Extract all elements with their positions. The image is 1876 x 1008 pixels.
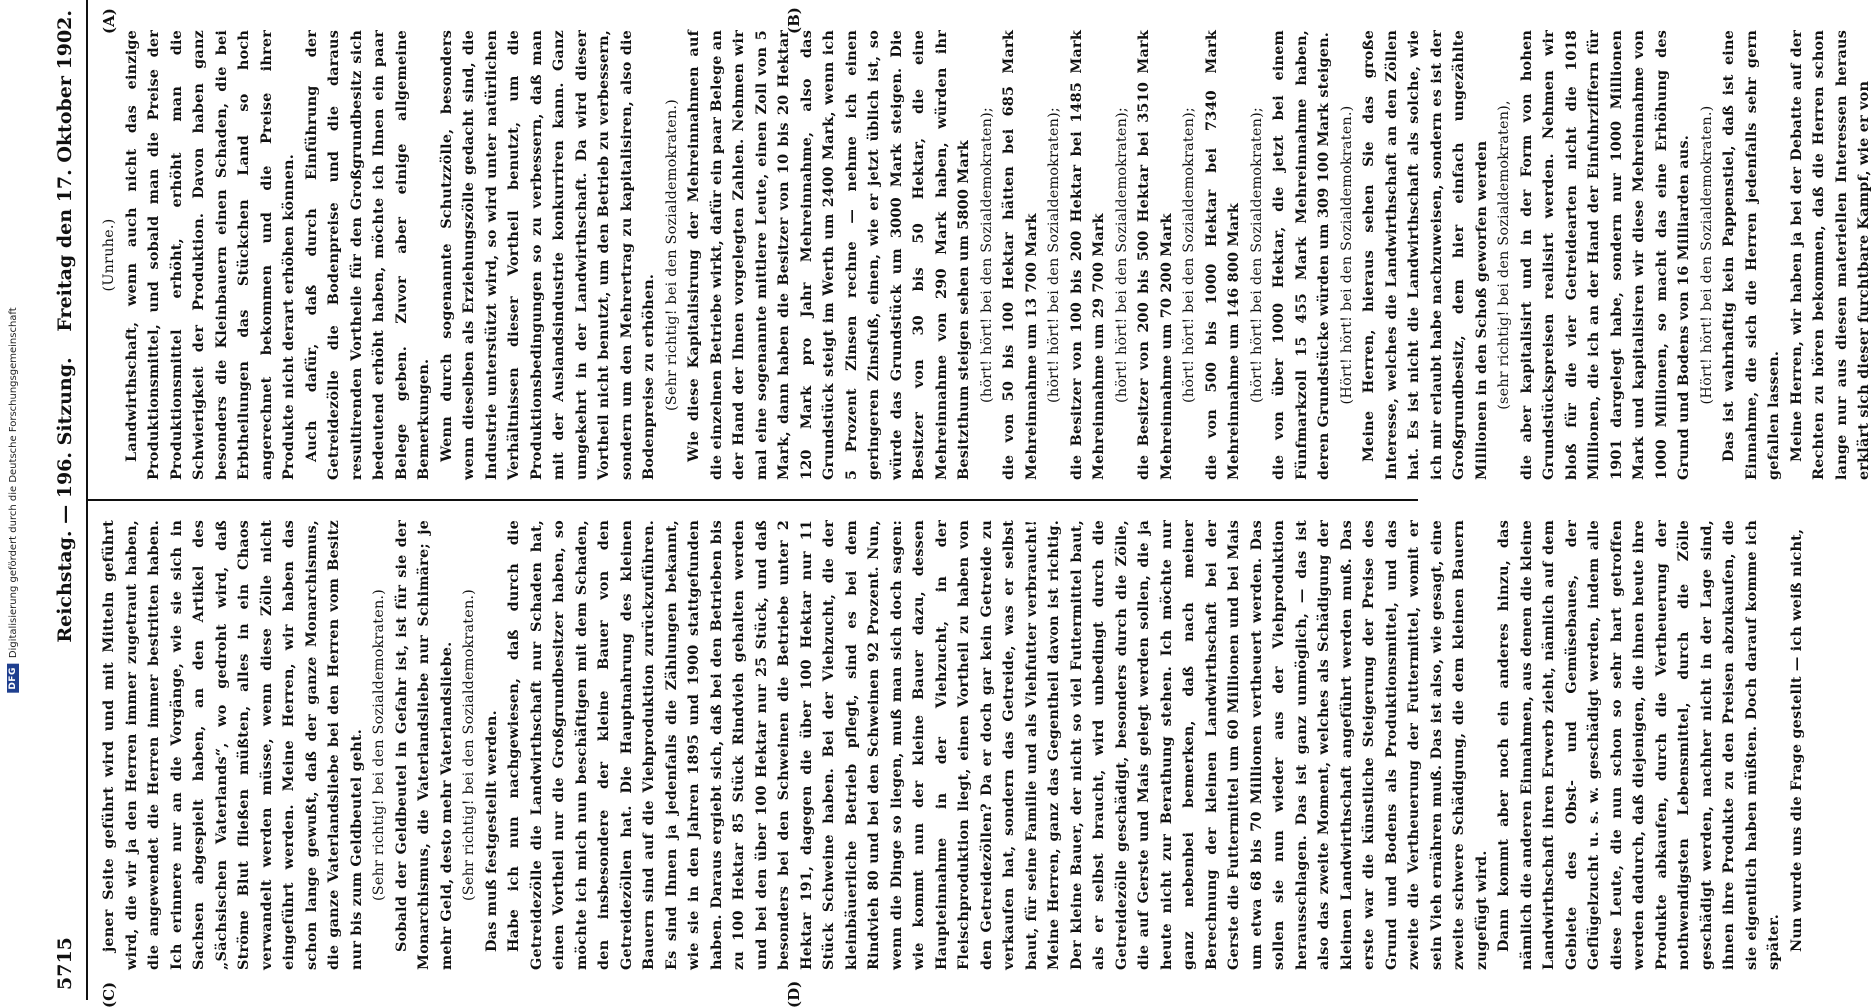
- paragraph: Wie diese Kapitalisirung der Mehreinnahmen auf die einzelnen Betriebe wirkt, dafür ein paar Belege an der Hand der Ihnen vorgelegten Zahlen. Nehmen wir mal eine sogenannte mittlere Leute, einen Zoll von 5 Mark, dann haben die Besitzer von 10 bis 20 Hektar 120 Mark pro Jahr Mehreinnahme, also das Grundstück steigt im Werth um 2400 Mark, wenn ich 5 Prozent Zinsen rechne — nehme ich einen geringeren Zinsfuß, einen, wie er jetzt üblich ist, so würde das Grundstück um 3000 Mark steigen. Die Besitzer von 30 bis 50 Hektar, die eine Mehreinnahme von 290 Mark haben, würden ihr Besitzthum steigen sehen um 5800 Mark: [685, 30, 972, 480]
- paragraph: Nun wurde uns die Frage gestellt — ich weiß nicht,: [1787, 528, 1805, 952]
- interjection: (Hört! hört! bei den Sozialdemokraten.): [1338, 105, 1355, 405]
- margin-marker-d: (D): [785, 980, 803, 1008]
- margin-marker-b: (B): [785, 7, 803, 34]
- paragraph: die aber kapitalisirt und in der Form von hohen Grundstückspreisen realisirt werden. Nehmen wir bloß für die vier Getreidearten nicht die 1018 Millionen, die ich an der Hand der Einfuhrziffern für 1901 dargelegt habe, sondern nur 1000 Millionen Mark und kapitalisiren wir diese Mehreinnahme von 1000 Millionen, so macht das eine Erhöhung des Grund und Bodens von 16 Milliarden aus.: [1517, 30, 1692, 480]
- paragraph: die Besitzer von 100 bis 200 Hektar bei 1485 Mark Mehreinnahme um 29 700 Mark: [1067, 30, 1107, 480]
- paragraph: die Besitzer von 200 bis 500 Hektar bei 3510 Mark Mehreinnahme um 70 200 Mark: [1135, 30, 1175, 480]
- paragraph: jener Seite geführt wird und mit Mitteln geführt wird, die wir ja den Herren immer zugetraut haben, die angewendet die Herren immer bestritten haben. Ich erinnere nur an die Vorgänge, wie sie sich in Sachsen abgespielt haben, an den Artikel des „Sächsischen Vaterlands“, wo gedroht wird, daß Ströme Blut fließen müßten, alles in ein Chaos verwandelt werden müsse, wenn diese Zölle nicht eingeführt werden. Meine Herren, wir haben das schon lange gewußt, daß der ganze Monarchismus, die ganze Vaterlandsliebe bei den Herren vom Besitz nur bis zum Geldbeutel geht.: [100, 520, 365, 970]
- paragraph: die von 50 bis 100 Hektar hätten bei 685 Mark Mehreinnahme um 13 700 Mark: [1000, 30, 1040, 480]
- paragraph: Meine Herren, hieraus sehen Sie das große Interesse, welches die Landwirthschaft an den Zöllen hat. Es ist nicht die Landwirthschaft als solche, wie ich mir erlaubt habe nachzuweisen, sondern es ist der Großgrundbesitz, dem hier einfach ungezählte Millionen in den Schoß geworfen werden: [1360, 30, 1490, 480]
- interjection: (Sehr richtig! bei den Sozialdemokraten.): [371, 589, 387, 902]
- interjection: (hört! hört! bei den Sozialdemokraten);: [1046, 107, 1062, 403]
- page-header: [46, 0, 86, 1000]
- interjection: (hört! hört! bei den Sozialdemokraten);: [1181, 107, 1197, 403]
- footer: [0, 0, 26, 1000]
- interjection: (hört! hört! bei den Sozialdemokraten);: [978, 107, 995, 403]
- paragraph: Dann kommt aber noch ein anderes hinzu, das nämlich die anderen Einnahmen, aus denen die kleine Landwirthschaft ihren Erwerb zieht, nämlich auf dem Gebiete des Obst- und Gemüsebaues, der Geflügelzucht u. s. w. geschädigt werden, indem alle diese Leute, die nun schon so sehr hart getroffen werden dadurch, daß diejenigen, die ihnen heute ihre Produkte abkaufen, durch die Vertheuerung der nothwendigsten Lebensmittel, durch die Zölle geschädigt werden, nachher nicht in der Lage sind, ihnen ihre Produkte zu den Preisen abzukaufen, die sie eigentlich haben müßten. Doch darauf komme ich später.: [1495, 520, 1782, 970]
- paragraph: Das muß festgestellt werden.: [482, 710, 500, 952]
- interjection: (sehr richtig! bei den Sozialdemokraten),: [1496, 100, 1512, 410]
- paragraph: Wenn durch sogenannte Schutzzölle, besonders wenn dieselben als Erziehungszölle gedacht sind, die Industrie unterstützt wird, so wird unter natürlichen Verhältnissen dieser Vortheil benutzt, um die Produktionsbedingungen so zu verbessern, daß man mit der Auslandsindustrie konkurriren kann. Ganz umgekehrt in der Landwirthschaft. Da wird dieser Vortheil nicht benutzt, um den Betrieb zu verbessern, sondern um den Mehrertrag zu kapitalisiren, also die Bodenpreise zu erhöhen.: [437, 30, 657, 480]
- interjection: (hört! hört! bei den Sozialdemokraten);: [1113, 107, 1130, 403]
- paragraph: die von 500 bis 1000 Hektar bei 7340 Mark Mehreinnahme um 146 800 Mark: [1202, 30, 1242, 480]
- interjection: (Hört! hört! bei den Sozialdemokraten.): [1698, 105, 1715, 405]
- interjection: (Unruhe.): [101, 218, 117, 292]
- paragraph: Landwirthschaft, wenn auch nicht das einzige Produktionsmittel, und sobald man die Preise der Produktionsmittel erhöht, erhöht man die Schwierigkeit der Produktion. Davon haben ganz besonders die Kleinbauern einen Schaden, die bei Erbtheilungen das Stückchen Land so hoch angerechnet bekommen und die Preise ihrer Produkte nicht derart erhöhen können.: [122, 30, 297, 480]
- interjection: (Sehr richtig! bei den Sozialdemokraten.): [663, 99, 680, 412]
- footer-rotated: [7, 307, 19, 692]
- text-column-left: [98, 520, 1805, 970]
- scanned-page: [40, 0, 1872, 1008]
- dfg-logo: DFG: [7, 664, 19, 693]
- paragraph: Sobald der Geldbeutel in Gefahr ist, ist für sie der Monarchismus, die Vaterlandsliebe nur Schimäre; je mehr Geld, desto mehr Vaterlandsliebe.: [392, 520, 455, 970]
- paragraph: Auch dafür, daß durch Einführung der Getreidezölle die Bodenpreise und die daraus resultirenden Vortheile für den Großgrundbesitz sich bedeutend erhöht haben, möchte ich Ihnen ein paar Belege geben. Zuvor aber einige allgemeine Bemerkungen.: [302, 30, 432, 480]
- page-sheet: [40, 0, 1872, 1008]
- paragraph: Habe ich nun nachgewiesen, daß durch die Getreidezölle die Landwirthschaft nur Schaden hat, einen Vortheil nur die Großgrundbesitzer haben, so möchte ich mich nun beschäftigen mit dem Schaden, den insbesondere der kleine Bauer von den Getreidezöllen hat. Die Hauptnahrung des kleinen Bauern sind auf die Viehproduktion zurückzuführen. Es sind Ihnen ja jedenfalls die Zählungen bekannt, wie sie in den Jahren 1895 und 1900 stattgefunden haben. Daraus ergiebt sich, daß bei den Betrieben bis zu 100 Hektar 85 Stück Rindvieh gehalten werden und bei den über 100 Hektar nur 25 Stück, und daß besonders bei den Schweinen die Betriebe unter 2 Hektar 191, dagegen die über 100 Hektar nur 11 Stück Schweine haben. Bei der Viehzucht, die der kleinbäuerliche Betrieb pflegt, sind es bei dem Rindvieh 80 und bei den Schweinen 92 Prozent. Nun, wenn die Dinge so liegen, muß man sich doch sagen: wie kommt nun der kleine Bauer dazu, dessen Haupteinnahme in der Viehzucht, in der Fleischproduktion liegt, einen Vortheil zu haben von den Getreidezöllen? Da er doch gar kein Getreide zu verkaufen hat, sondern das Getreide, was er selbst baut, für seine Familie und als Viehfutter verbraucht! Meine Herren, ganz das Gegentheil davon ist richtig. Der kleine Bauer, der nicht so viel Futtermittel baut, als er selbst braucht, wird unbedingt durch die Getreidezölle geschädigt, besonders durch die Zölle, die auf Gerste und Mais gelegt werden sollen, die ja heute nicht zur Berathung stehen. Ich möchte nur ganz nebenbei bemerken, daß nach meiner Berechnung der kleinen Landwirthschaft bei der Gerste die Futtermittel um 60 Millionen und bei Mais um etwa 68 bis 70 Millionen vertheuert werden. Das sollen sie nun wieder aus der Viehproduktion herausschlagen. Das ist ganz unmöglich, — das ist also das zweite Moment, welches als Schädigung der kleinen Landwirthschaft angeführt werden muß. Das erste war die künstliche Steigerung der Preise des Grund und Bodens als Produktionsmittel, und das zweite die Vertheuerung der Futtermittel, womit er sein Vieh ernähren muß. Das ist also, wie gesagt, eine zweite schwere Schädigung, die dem kleinen Bauern zugefügt wird.: [505, 520, 1490, 970]
- interjection: (hört! hört! bei den Sozialdemokraten);: [1248, 107, 1265, 403]
- paragraph: Das ist wahrhaftig kein Pappenstiel, daß ist eine Einnahme, die sich die Herren jedenfalls sehr gern gefallen lassen.: [1720, 30, 1782, 480]
- paragraph: die von über 1000 Hektar, die jetzt bei einem Fünfmarkzoll 15 455 Mark Mehreinnahme haben, deren Grundstücke würden um 309 100 Mark steigen.: [1270, 30, 1332, 480]
- interjection: (Sehr richtig! bei den Sozialdemokraten.): [461, 589, 477, 902]
- header-date: Freitag den 17. Oktober 1902.: [54, 10, 76, 332]
- header-title: Reichstag. — 196. Sitzung.: [54, 357, 76, 643]
- footer-text: Digitalisierung gefördert durch die Deutsche Forschungsgemeinschaft: [7, 307, 19, 659]
- margin-marker-c: (C): [100, 981, 118, 1008]
- column-rule: [88, 499, 1418, 501]
- page-number: 5715: [54, 937, 76, 990]
- paragraph: Meine Herren, wir haben ja bei der Debatte auf der Rechten zu hören bekommen, daß die Herren schon lange nur aus diesen materiellen Interessen heraus erklärt sich dieser furchtbare Kampf, wie er von: [1787, 30, 1872, 480]
- text-column-right: [98, 30, 1872, 480]
- margin-marker-a: (A): [100, 8, 118, 34]
